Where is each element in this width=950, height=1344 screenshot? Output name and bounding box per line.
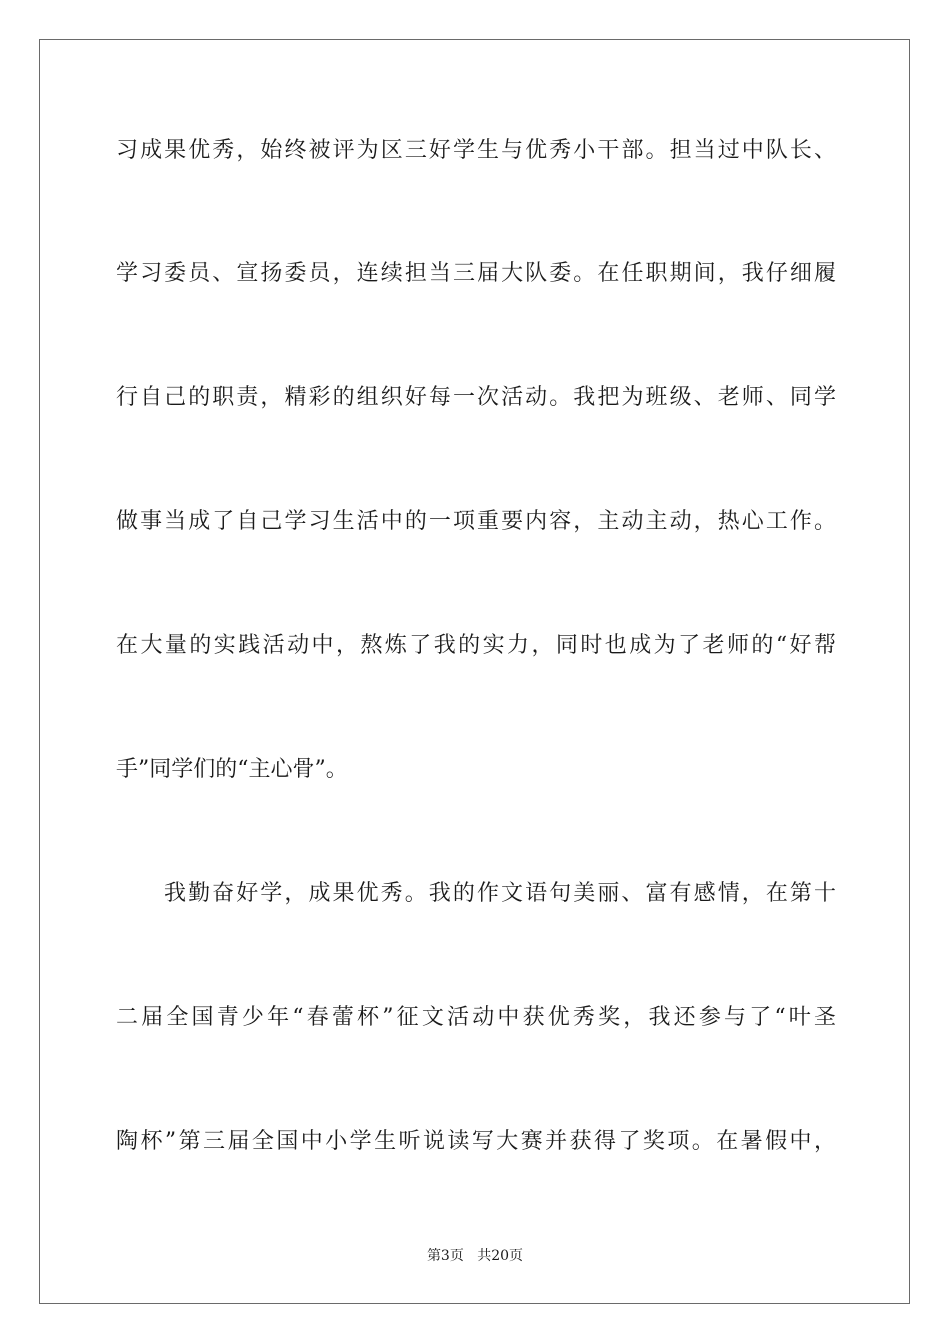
body-line-7-paragraph-start: 我勤奋好学，成果优秀。我的作文语句美丽、富有感情，在第十 (164, 881, 836, 906)
body-line-5: 在大量的实践活动中，熬炼了我的实力，同时也成为了老师的“好帮 (116, 633, 836, 658)
total-pages: 共20页 (477, 1248, 524, 1264)
body-line-6: 手”同学们的“主心骨”。 (116, 757, 348, 782)
body-line-9: 陶杯”第三届全国中小学生听说读写大赛并获得了奖项。在暑假中， (116, 1129, 836, 1154)
body-line-4: 做事当成了自己学习生活中的一项重要内容，主动主动，热心工作。 (116, 509, 836, 534)
body-line-1: 习成果优秀，始终被评为区三好学生与优秀小干部。担当过中队长、 (116, 138, 836, 163)
body-line-3: 行自己的职责，精彩的组织好每一次活动。我把为班级、老师、同学 (116, 385, 836, 410)
body-line-8: 二届全国青少年“春蕾杯”征文活动中获优秀奖，我还参与了“叶圣 (116, 1005, 836, 1030)
body-line-2: 学习委员、宣扬委员，连续担当三届大队委。在任职期间，我仔细履 (116, 261, 836, 286)
page-number: 第3页 (426, 1248, 464, 1264)
page-border (39, 39, 910, 1304)
page-footer (0, 1246, 950, 1266)
